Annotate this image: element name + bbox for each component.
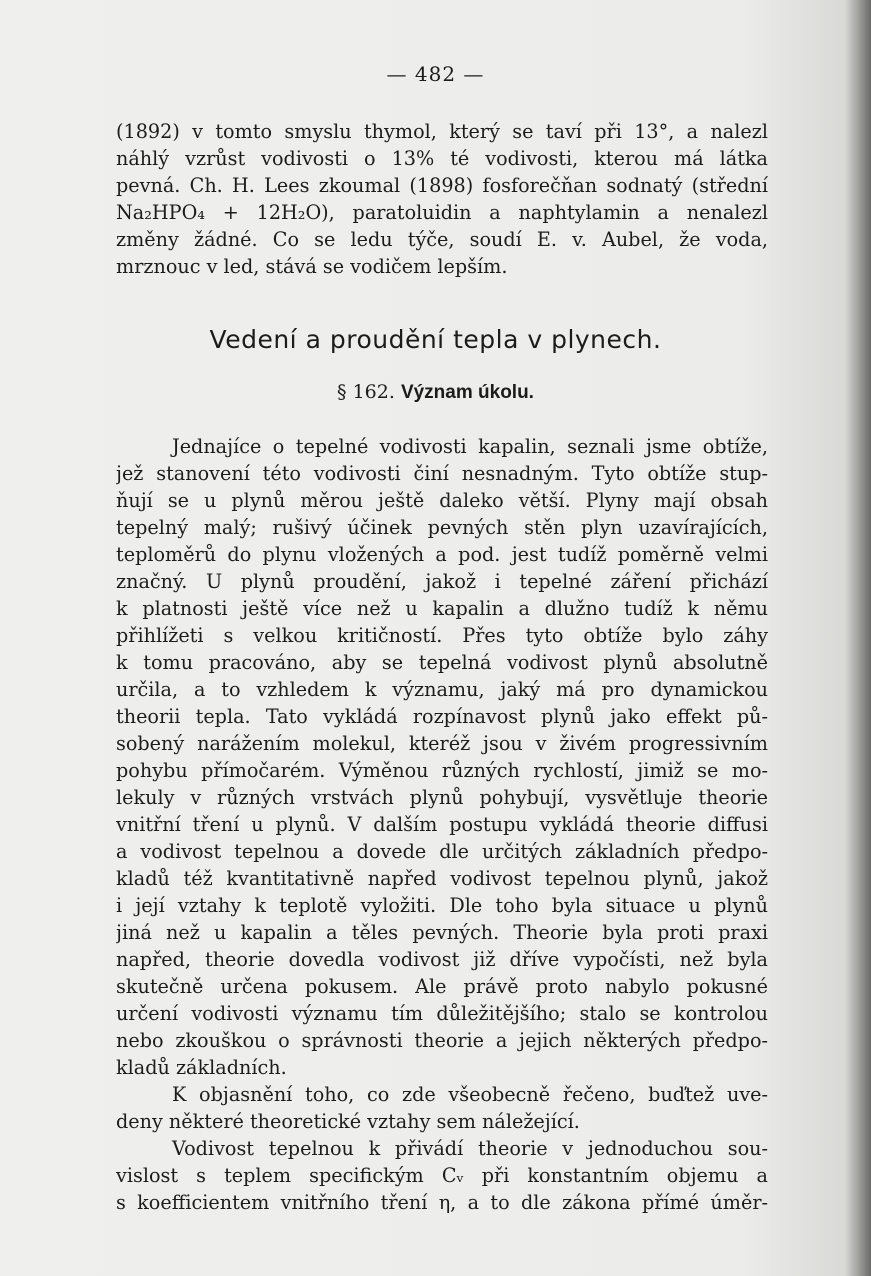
text-line: jež stanovení této vodivosti činí nesnadným. Tyto obtíže stup- (116, 462, 768, 485)
text-line: ňují se u plynů měrou ještě daleko větší. Plyny mají obsah (116, 489, 768, 512)
section-title: Vedení a proudění tepla v plynech. (209, 325, 662, 354)
text-line: s koefficientem vnitřního tření η, a to dle zákona přímé úměr- (116, 1191, 768, 1214)
subsection-title: Význam úkolu. (400, 382, 534, 403)
text-line: nebo zkouškou o správnosti theorie a jejich některých předpo- (116, 1029, 768, 1052)
text-line: přihlížeti s velkou kritičností. Přes tyto obtíže bylo záhy (116, 624, 768, 647)
text-line: Vodivost tepelnou k přivádí theorie v jednoduchou sou- (172, 1137, 768, 1160)
text-line: jiná než u kapalin a těles pevných. Theorie byla proti praxi (116, 921, 768, 944)
text-line: napřed, theorie dovedla vodivost již dříve vypočísti, než byla (116, 948, 768, 971)
text-line: k platnosti ještě více než u kapalin a dlužno tudíž k němu (116, 597, 768, 620)
text-line: mrznouc v led, stává se vodičem lepším. (116, 255, 508, 278)
text-line: pevná. Ch. H. Lees zkoumal (1898) fosforečňan sodnatý (střední (116, 174, 768, 197)
main-text (116, 433, 768, 1216)
text-line: theorii tepla. Tato vykládá rozpínavost plynů jako effekt pů- (116, 705, 768, 728)
text-line: skutečně určena pokusem. Ale právě proto nabylo pokusné (116, 975, 768, 998)
text-line: kladů též kvantitativně napřed vodivost tepelnou plynů, jakož (116, 867, 768, 890)
text-line: Jednajíce o tepelné vodivosti kapalin, seznali jsme obtíže, (172, 435, 768, 458)
subsection-number: § 162. (337, 381, 395, 403)
text-line: a vodivost tepelnou a dovede dle určitých základních předpo- (116, 840, 768, 863)
text-line: pohybu přímočarém. Výměnou různých rychlostí, jimiž se mo- (116, 759, 768, 782)
text-line: i její vztahy k teplotě vyložiti. Dle toho byla situace u plynů (116, 894, 768, 917)
text-line: vislost s teplem specifickým Cᵥ při konstantním objemu a (116, 1164, 768, 1187)
text-line: vnitřní tření u plynů. V dalším postupu vykládá theorie diffusi (116, 813, 768, 836)
top-paragraph (116, 118, 768, 280)
page-number: — 482 — (386, 62, 485, 86)
text-line: deny některé theoretické vztahy sem náležející. (116, 1110, 580, 1133)
text-line: tepelný malý; rušivý účinek pevných stěn plyn uzavírajících, (116, 516, 768, 539)
text-line: změny žádné. Co se ledu týče, soudí E. v. Aubel, že voda, (116, 228, 768, 251)
text-line: určila, a to vzhledem k významu, jaký má pro dynamickou (116, 678, 768, 701)
text-line: sobený narážením molekul, kteréž jsou v živém progressivním (116, 732, 768, 755)
text-line: Na₂HPO₄ + 12H₂O), paratoluidin a naphtylamin a nenalezl (116, 201, 768, 224)
text-line: (1892) v tomto smyslu thymol, který se taví při 13°, a nalezl (116, 120, 768, 143)
text-line: kladů základních. (116, 1056, 287, 1079)
text-line: značný. U plynů proudění, jakož i tepelné záření přichází (116, 570, 768, 593)
text-line: lekuly v různých vrstvách plynů pohybují, vysvětluje theorie (116, 786, 768, 809)
text-line: určení vodivosti významu tím důležitějšího; stalo se kontrolou (116, 1002, 768, 1025)
text-line: K objasnění toho, co zde všeobecně řečeno, buďtež uve- (172, 1083, 768, 1106)
text-line: náhlý vzrůst vodivosti o 13% té vodivosti, kterou má látka (116, 147, 768, 170)
text-line: k tomu pracováno, aby se tepelná vodivost plynů absolutně (116, 651, 768, 674)
text-line: teploměrů do plynu vložených a pod. jest tudíž poměrně velmi (116, 543, 768, 566)
subsection-heading (0, 381, 871, 404)
